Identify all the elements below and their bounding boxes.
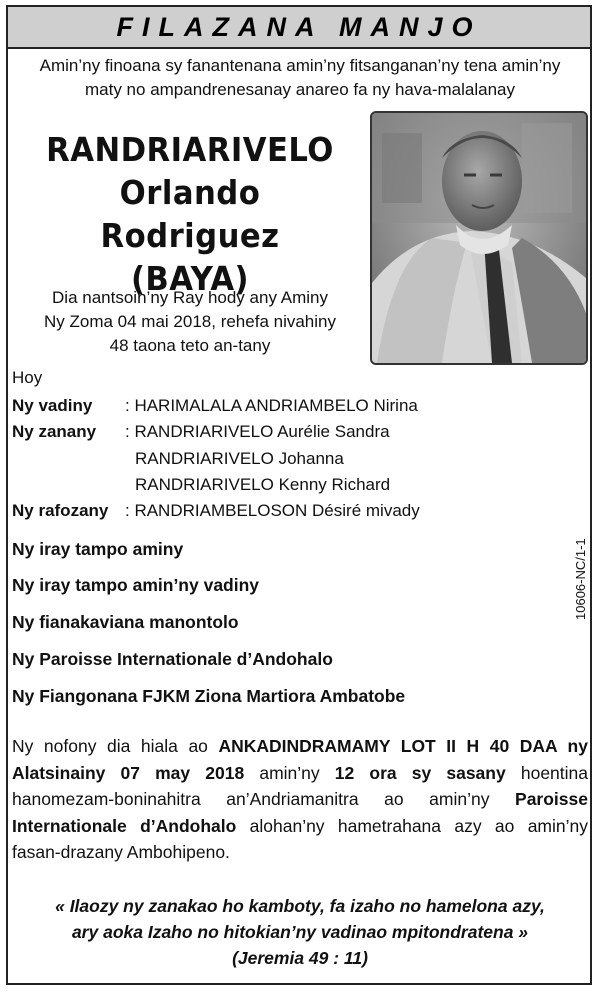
relative-value: RANDRIARIVELO Kenny Richard <box>135 475 391 494</box>
intro-line: maty no ampandrenesanay anareo fa ny hava-malalanay <box>85 80 515 99</box>
funeral-text: Ny nofony dia hiala ao <box>12 736 219 756</box>
funeral-text: alohan’ny hametrahana azy ao amin’ny fasan-drazany Ambohipeno. <box>12 815 588 862</box>
deceased-name <box>32 128 348 300</box>
funeral-time: 12 ora sy sasany <box>334 762 506 783</box>
relative-label: Ny rafozany <box>12 501 109 520</box>
death-announcement <box>10 286 370 358</box>
reference-code: 10606-NC/1-1 <box>573 538 588 620</box>
death-line: 48 taona teto an-tany <box>109 336 271 355</box>
funeral-church: Paroisse Internationale d’Andohalo <box>12 789 588 836</box>
mourner-group: Ny iray tampo aminy <box>12 539 184 559</box>
mourner-group: Ny iray tampo amin’ny vadiny <box>12 575 260 595</box>
relative-label: Ny zanany <box>12 422 97 441</box>
relative-value: : RANDRIAMBELOSON Désiré mivady <box>125 501 420 520</box>
mourner-group: Ny Paroisse Internationale d’Andohalo <box>12 649 333 669</box>
funeral-text: amin’ny <box>244 762 335 783</box>
relatives-intro: Hoy <box>12 368 43 387</box>
verse-line: « Ilaozy ny zanakao ho kamboty, fa izaho no hamelona azy, <box>55 896 545 916</box>
notice-header <box>6 5 592 49</box>
deceased-surname: RANDRIARIVELO <box>46 130 334 169</box>
intro-text <box>10 54 590 102</box>
relative-value: RANDRIARIVELO Johanna <box>135 449 344 468</box>
notice-title: FILAZANA MANJO <box>116 11 482 42</box>
verse-reference: (Jeremia 49 : 11) <box>232 948 368 968</box>
relative-value: : RANDRIARIVELO Aurélie Sandra <box>125 422 390 441</box>
deceased-given-names: Orlando Rodriguez <box>100 173 280 255</box>
relative-value: : HARIMALALA ANDRIAMBELO Nirina <box>125 396 418 415</box>
death-line: Ny Zoma 04 mai 2018, rehefa nivahiny <box>44 312 336 331</box>
bible-verse <box>10 893 590 971</box>
verse-line: ary aoka Izaho no hitokian’ny vadinao mpitondratena » <box>71 922 529 942</box>
funeral-text: hoentina hanomezam-boninahitra an’Andriamanitra ao amin’ny <box>12 762 589 809</box>
intro-line: Amin’ny finoana sy fanantenana amin’ny fitsanganan’ny tena amin’ny <box>39 56 561 75</box>
portrait-illustration <box>372 113 586 363</box>
mourner-group: Ny Fiangonana FJKM Ziona Martiora Ambatobe <box>12 686 406 706</box>
deceased-nickname: (BAYA) <box>130 259 250 298</box>
funeral-place: ANKADINDRAMAMY LOT II H 40 DAA ny Alatsinainy 07 may 2018 <box>12 736 588 783</box>
portrait-photo <box>370 111 588 365</box>
death-line: Dia nantsoin’ny Ray hody any Aminy <box>52 288 328 307</box>
mourner-group: Ny fianakaviana manontolo <box>12 612 239 632</box>
relative-label: Ny vadiny <box>12 396 93 415</box>
funeral-details <box>12 733 588 866</box>
